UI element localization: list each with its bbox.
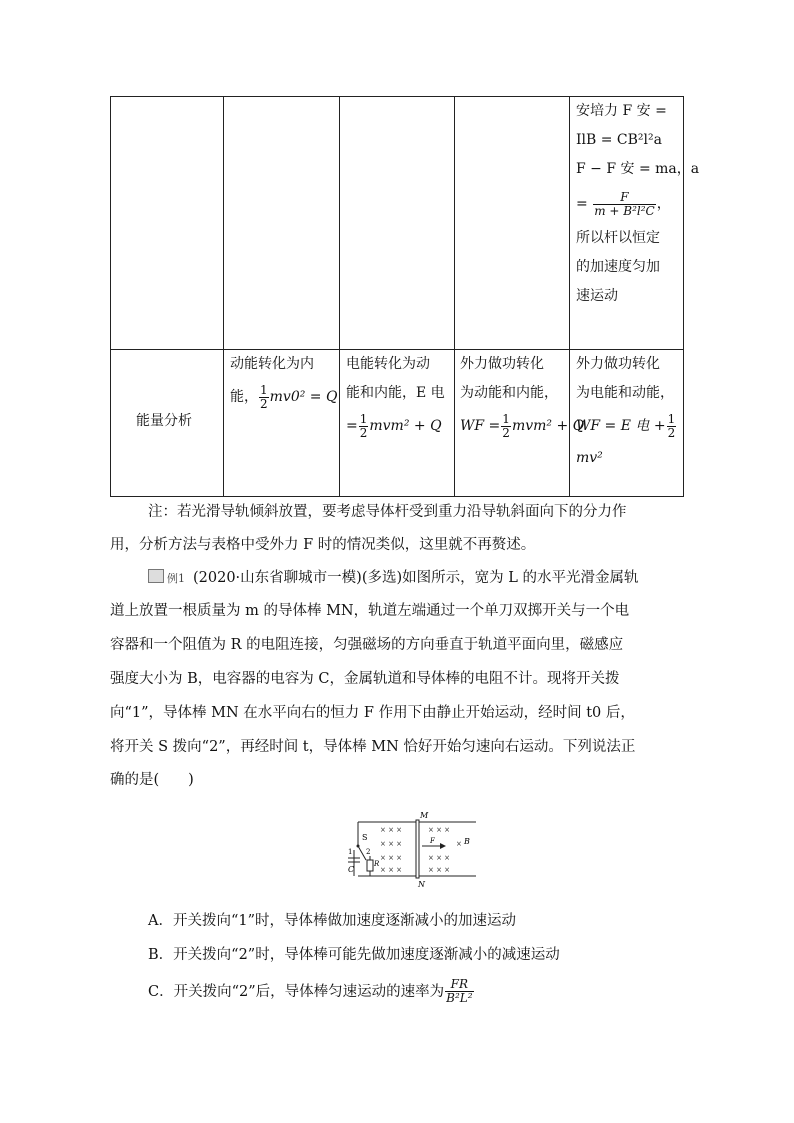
fraction-denominator: B²L² <box>446 991 473 1005</box>
circuit-figure <box>340 810 480 890</box>
text-line: mv² <box>576 450 603 466</box>
fraction-denominator: 2 <box>502 425 510 440</box>
example-line-3: 容器和一个阻值为 R 的电阻连接，匀强磁场的方向垂直于轨道平面向里，磁感应 <box>110 637 624 653</box>
text-line: 所以杆以恒定 <box>576 230 660 246</box>
option-A: A．开关拨向“1”时，导体棒做加速度逐渐减小的加速运动 <box>148 913 517 929</box>
conductor-rod <box>416 820 419 878</box>
text-line: 的加速度匀加 <box>576 259 660 275</box>
svg-text:× × ×: × × × <box>380 840 403 848</box>
fraction-numerator: FR <box>450 977 469 991</box>
formula-line <box>460 408 584 444</box>
text-line: (2020·山东省聊城市一模)(多选)如图所示，宽为 L 的水平光滑金属轨 <box>193 570 639 586</box>
switch-pivot <box>357 845 360 848</box>
text-line: 动能转化为内 <box>230 356 314 372</box>
svg-text:× × ×: × × × <box>380 866 403 874</box>
fraction-denominator: 2 <box>359 425 368 440</box>
fraction <box>667 413 677 440</box>
resistor-icon <box>367 860 373 871</box>
example-line-2: 道上放置一根质量为 m 的导体棒 MN，轨道左端通过一个单刀双掷开关与一个电 <box>110 603 630 619</box>
cell-row2-col3 <box>346 350 445 444</box>
equals-sign: = <box>576 196 588 212</box>
text-line: 为电能和动能， <box>576 385 674 401</box>
cell-row1-col5 <box>576 97 699 311</box>
formula-tail: mvm² + Q <box>511 418 585 434</box>
equals-sign: = <box>346 418 358 434</box>
formula-line <box>346 408 445 444</box>
text-line: 能和内能，E 电 <box>346 385 445 401</box>
fraction <box>501 413 511 440</box>
text-line: 速运动 <box>576 288 618 304</box>
example-line-6: 将开关 S 拨向“2”，再经时间 t，导体棒 MN 恰好开始匀速向右运动。下列说法正 <box>110 739 636 755</box>
comparison-table <box>110 96 700 497</box>
formula-prefix: WF = <box>460 418 501 434</box>
text-line: 外力做功转化 <box>576 356 660 372</box>
fraction-numerator: 1 <box>502 411 510 426</box>
formula-tail: mv0² = Q <box>269 389 338 405</box>
example-marker-icon <box>148 569 164 583</box>
cell-row2-col5 <box>576 350 677 473</box>
fraction-numerator: 1 <box>359 411 368 426</box>
fraction-denominator: m + B²l²C <box>594 203 655 218</box>
label-R: R <box>374 860 380 868</box>
fraction-numerator: 1 <box>667 411 676 426</box>
label-F: F <box>430 837 435 845</box>
formula-prefix: WF = E 电 + <box>576 418 666 434</box>
example-line-7: 确的是( ) <box>110 772 194 788</box>
text-line: F − F 安 = ma，a <box>576 161 700 177</box>
text-line: 外力做功转化 <box>460 356 544 372</box>
cell-row2-col2 <box>230 350 337 415</box>
formula-line <box>230 379 337 415</box>
svg-text:× × ×: × × × <box>428 854 451 862</box>
option-C <box>148 978 475 1005</box>
formula-line <box>576 184 699 224</box>
example-label: 例1 <box>167 572 185 585</box>
fraction <box>259 384 269 411</box>
example-line-1 <box>148 563 638 594</box>
fraction-numerator: F <box>620 189 629 204</box>
table-border-left <box>110 96 111 497</box>
example-line-5: 向“1”，导体棒 MN 在水平向右的恒力 F 作用下由静止开始运动，经时间 t0 后， <box>110 705 635 721</box>
formula-tail: mvm² + Q <box>369 418 442 434</box>
fraction <box>593 191 656 218</box>
option-C-fraction <box>445 978 473 1005</box>
table-col-divider <box>223 96 224 497</box>
svg-text:× × ×: × × × <box>428 866 451 874</box>
fraction-denominator: 2 <box>260 396 268 411</box>
table-col-divider <box>454 96 455 497</box>
text-line: 电能转化为动 <box>346 356 430 372</box>
option-C-text: C．开关拨向“2”后，导体棒匀速运动的速率为 <box>148 983 445 1000</box>
magnetic-field-marks <box>380 826 462 874</box>
option-B: B．开关拨向“2”时，导体棒可能先做加速度逐渐减小的减速运动 <box>148 947 560 963</box>
text-line: 安培力 F 安 = <box>576 103 667 119</box>
label-2: 2 <box>366 848 371 856</box>
svg-text:× × ×: × × × <box>428 826 451 834</box>
fraction-denominator: 2 <box>667 425 676 440</box>
label-S: S <box>362 833 368 842</box>
label-B: B <box>464 837 470 846</box>
circuit-diagram <box>340 810 480 890</box>
text-line: 为动能和内能， <box>460 385 558 401</box>
comma: ， <box>656 196 671 212</box>
formula-line <box>576 408 677 444</box>
svg-text:× × ×: × × × <box>380 854 403 862</box>
note-line-2: 用，分析方法与表格中受外力 F 时的情况类似，这里就不再赘述。 <box>110 537 536 553</box>
label-1: 1 <box>348 848 353 856</box>
label-M: M <box>420 811 429 820</box>
svg-text:× × ×: × × × <box>380 826 403 834</box>
arrow-head-icon <box>440 843 446 849</box>
svg-text:×: × <box>456 840 462 848</box>
text-prefix: 能， <box>230 389 258 405</box>
label-N: N <box>418 880 425 889</box>
row-label-energy-analysis: 能量分析 <box>136 413 192 429</box>
text-line: IlB = CB²l²a <box>576 132 662 148</box>
cell-row2-col4 <box>460 350 584 444</box>
fraction <box>359 413 369 440</box>
example-line-4: 强度大小为 B，电容器的电容为 C，金属轨道和导体棒的电阻不计。现将开关拨 <box>110 671 620 687</box>
label-C: C <box>348 865 355 874</box>
note-line-1: 注：若光滑导轨倾斜放置，要考虑导体杆受到重力沿导轨斜面向下的分力作 <box>148 504 627 520</box>
table-col-divider <box>339 96 340 497</box>
fraction-numerator: 1 <box>260 382 268 397</box>
